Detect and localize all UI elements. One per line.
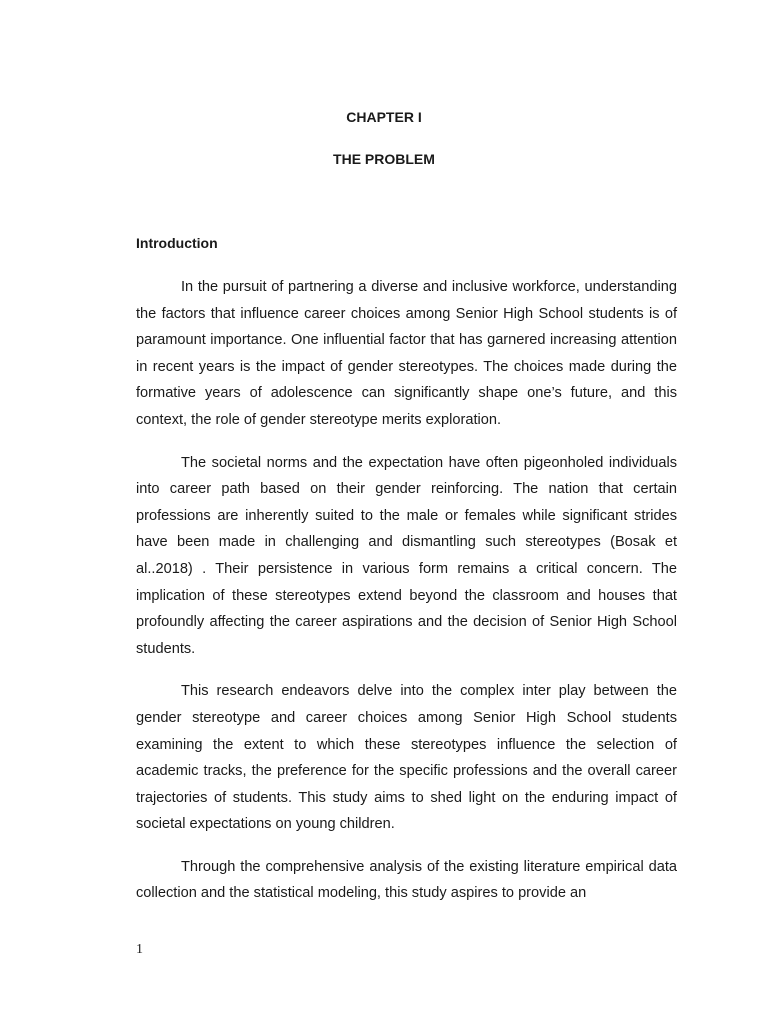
paragraph-4: Through the comprehensive analysis of the existing literature empirical data collection and the statistical modeling, this study aspires to provide an [136,858,677,902]
page-number: 1 [136,942,143,957]
section-heading-introduction: Introduction [136,235,218,251]
paragraph-1: In the pursuit of partnering a diverse and inclusive workforce, understanding the factors that influence career choices among Senior High School students is of paramount importance. One influential factor that has garnered increasing attention in recent years is the impact of gender stereotypes. The choices made during the formative years of adolescence can significantly shape one’s future, and this context, the role of gender stereotype merits exploration. [136,279,677,428]
body-text [136,274,677,923]
paragraph-2: The societal norms and the expectation have often pigeonholed individuals into career path based on their gender reinforcing. The nation that certain professions are inherently suited to the male or females while significant strides have been made in challenging and dismantling such stereotypes (Bosak et al..2018) . Their persistence in various form remains a critical concern. The implication of these stereotypes extend beyond the classroom and houses that profoundly affecting the career aspirations and the decision of Senior High School students. [136,454,677,657]
chapter-title: THE PROBLEM [333,151,435,167]
chapter-heading: CHAPTER I [346,109,422,125]
paragraph-3: This research endeavors delve into the complex inter play between the gender stereotype and career choices among Senior High School students examining the extent to which these stereotypes influence the selection of academic tracks, the preference for the specific professions and the overall career trajectories of students. This study aims to shed light on the enduring impact of societal expectations on young children. [136,683,677,833]
